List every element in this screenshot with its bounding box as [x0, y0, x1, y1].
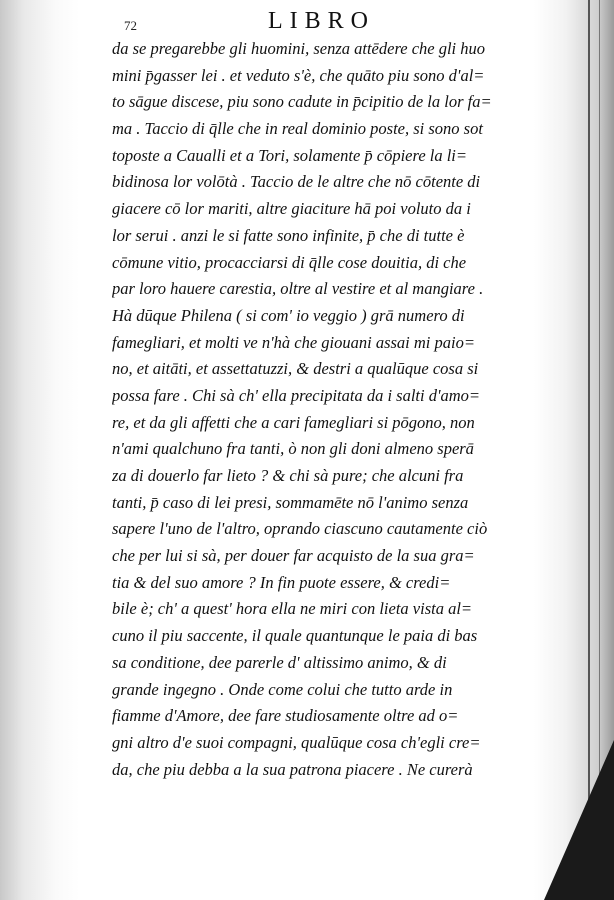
text-line: bile è; ch' a quest' hora ella ne miri con lieta vista al=	[112, 599, 473, 619]
text-line: no, et aitāti, et assettatuzzi, & destri a qualūque cosa si	[112, 359, 479, 379]
text-line: che per lui si sà, per douer far acquisto de la sua gra=	[112, 546, 475, 566]
text-line: da, che piu debba a la sua patrona piacere . Ne curerà	[112, 759, 473, 779]
text-line: par loro hauere carestia, oltre al vestire et al mangiare .	[112, 279, 484, 299]
text-line: cuno il piu saccente, il quale quantunque le paia di bas	[112, 626, 478, 646]
text-line: za di douerlo far lieto ? & chi sà pure; che alcuni fra	[112, 466, 464, 485]
text-line: re, et da gli affetti che a cari famegliari si pōgono, non	[112, 412, 475, 432]
gutter-shadow	[0, 0, 80, 900]
text-line: lor serui . anzi le si fatte sono infinite, p̄ che di tutte è	[112, 225, 465, 245]
text-line: famegliari, et molti ve n'hà che giouani assai mi paio=	[112, 332, 475, 352]
text-line: gni altro d'e suoi compagni, qualūque cosa ch'egli cre=	[112, 732, 481, 752]
text-line: giacere cō lor mariti, altre giaciture hā poi voluto da i	[112, 199, 471, 219]
text-line: n'ami qualchuno fra tanti, ò non gli doni almeno sperā	[112, 439, 474, 459]
text-line: tia & del suo amore ? In fin puote essere, & credi=	[112, 572, 451, 592]
text-line: bidinosa lor volōtà . Taccio de le altre che nō cōtente di	[112, 172, 481, 192]
text-line: sa conditione, dee parerle d' altissimo animo, & di	[112, 652, 447, 672]
text-line: ma . Taccio di q̄lle che in real dominio poste, si sono sot	[112, 119, 483, 139]
dark-corner	[544, 740, 614, 900]
running-head: LIBRO	[268, 8, 375, 34]
text-line: fiamme d'Amore, dee fare studiosamente oltre ad o=	[112, 706, 459, 726]
text-line: da se pregarebbe gli huomini, senza attēdere che gli huo	[112, 39, 486, 58]
text-line: possa fare . Chi sà ch' ella precipitata da i salti d'amo=	[112, 385, 481, 405]
text-line: mini p̄gasser lei . et veduto s'è, che quāto piu sono d'al=	[112, 65, 485, 85]
text-line: to sāgue discese, piu sono cadute in p̄cipitio de la lor fa=	[112, 92, 492, 112]
page-number: 72	[124, 18, 137, 33]
body-text	[112, 36, 550, 783]
text-line: grande ingegno . Onde come colui che tutto arde in	[112, 679, 453, 699]
text-line: tanti, p̄ caso di lei presi, sommamēte nō l'animo senza	[112, 492, 469, 512]
text-line: cōmune vitio, procacciarsi di q̄lle cose douitia, di che	[112, 252, 467, 272]
text-line: sapere l'uno de l'altro, oprando ciascuno cautamente ciò	[112, 519, 488, 539]
text-line: Hà dūque Philena ( si com' io veggio ) grā numero di	[112, 305, 465, 325]
text-line: toposte a Caualli et a Tori, solamente p̄ cōpiere la li=	[112, 145, 468, 165]
